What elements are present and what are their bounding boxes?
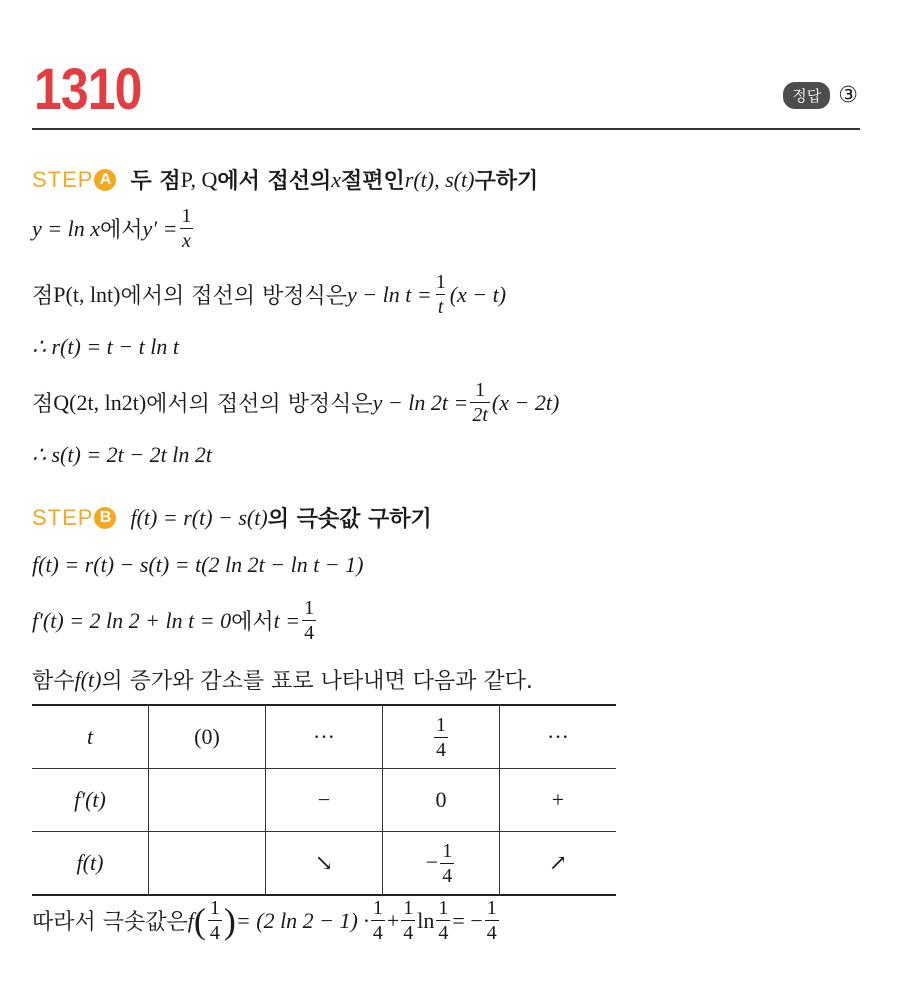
plus: +: [386, 907, 400, 933]
table-cell: [383, 705, 500, 769]
decrease-arrow: ↘: [266, 832, 383, 896]
table-cell: [383, 832, 500, 896]
step-a-title-3: 에서 접선의: [217, 169, 332, 194]
numerator: 1: [209, 897, 220, 919]
numerator: 1: [181, 205, 192, 227]
eq-derivative-source: y = ln x: [32, 215, 100, 241]
numerator: 1: [436, 713, 446, 736]
numerator: 1: [438, 897, 449, 919]
numerator: 1: [403, 897, 414, 919]
table-cell: −: [266, 769, 383, 832]
text: 점: [32, 392, 54, 417]
denominator: 2t: [472, 404, 488, 426]
table-row: [32, 769, 616, 832]
table-cell: ···: [266, 705, 383, 769]
step-a-line-1: [32, 206, 195, 251]
text-eseo: 에서: [100, 218, 143, 243]
step-b-heading: [32, 502, 432, 533]
table-cell: f′(t): [32, 769, 149, 832]
text: 에서의 접선의 방정식은: [146, 392, 373, 417]
step-a-title-5: 절편인: [341, 169, 405, 194]
minus-sign: −: [425, 849, 439, 874]
step-b-tag: STEP: [32, 504, 94, 530]
step-b-line-2: [32, 598, 318, 643]
point-q: Q(2t, ln2t): [53, 389, 147, 415]
text: 에서의 접선의 방정식은: [120, 284, 348, 309]
table-cell: (0): [149, 705, 266, 769]
table-cell: ···: [500, 705, 617, 769]
equation: t =: [273, 607, 301, 633]
denominator: 4: [372, 922, 383, 944]
function-f: f(t): [74, 666, 102, 692]
step-a-line-2: [32, 272, 506, 317]
step-a-title-4: x: [331, 166, 342, 192]
numerator: 1: [435, 271, 446, 293]
text: 의 증가와 감소를 표로 나타내면 다음과 같다.: [101, 669, 533, 694]
step-b-line-3: [32, 664, 533, 695]
step-a-circle-letter: A: [94, 169, 116, 191]
denominator: 4: [304, 622, 315, 644]
text-eseo: 에서: [231, 610, 274, 635]
numerator: 1: [486, 897, 497, 919]
numerator: 1: [475, 379, 486, 401]
fraction: [434, 272, 448, 317]
equation-r: ∴ r(t) = t − t ln t: [32, 334, 179, 359]
fraction: [179, 206, 193, 251]
step-b-title-1: f(t) = r(t) − s(t): [130, 504, 268, 530]
step-a-heading: [32, 164, 538, 195]
fraction: [485, 898, 499, 943]
final-line: [32, 898, 501, 943]
right-paren: ): [223, 900, 236, 941]
problem-number: 1310: [34, 57, 142, 122]
denominator: 4: [403, 922, 414, 944]
table-cell: [149, 832, 266, 896]
equation-fprime: f′(t) = 2 ln 2 + ln t = 0: [32, 607, 232, 633]
table-cell: f(t): [32, 832, 149, 896]
answer-label: 정답: [783, 82, 830, 109]
eq-derivative: y′ =: [142, 215, 178, 241]
step-a-line-5: [32, 442, 212, 468]
step-a-title-6: r(t), s(t): [404, 166, 475, 192]
left-paren: (: [193, 900, 206, 941]
equation: y − ln t =: [347, 281, 432, 307]
table-row: [32, 705, 616, 769]
equation: (x − t): [449, 281, 507, 307]
header-divider: [32, 128, 860, 130]
numerator: 1: [304, 597, 315, 619]
table-cell: [149, 769, 266, 832]
table-cell: t: [32, 705, 149, 769]
step-a-tag: STEP: [32, 166, 94, 192]
numerator: 1: [372, 897, 383, 919]
answer-box: [783, 82, 858, 109]
table-cell: 0: [383, 769, 500, 832]
step-a-title-1: 두 점: [130, 169, 181, 194]
function-f: f: [187, 907, 194, 933]
fraction: [470, 380, 490, 425]
denominator: x: [182, 230, 191, 252]
denominator: 4: [486, 922, 497, 944]
fraction: [401, 898, 415, 943]
numerator: 1: [442, 839, 453, 862]
step-a-title-7: 구하기: [474, 169, 539, 194]
step-a-title-2: P, Q: [180, 166, 218, 192]
equation-s: ∴ s(t) = 2t − 2t ln 2t: [32, 442, 212, 467]
table-cell: +: [500, 769, 617, 832]
equation: = (2 ln 2 − 1) ·: [235, 907, 369, 933]
answer-value: ③: [838, 83, 858, 108]
text: 점: [32, 284, 54, 309]
fraction: [434, 715, 448, 760]
table-row: [32, 832, 616, 896]
fraction: [440, 841, 454, 886]
point-p: P(t, lnt): [53, 281, 121, 307]
fraction: [208, 898, 222, 943]
fraction: [436, 898, 450, 943]
variation-table: [32, 704, 616, 896]
denominator: 4: [438, 922, 449, 944]
equation: (x − 2t): [491, 389, 560, 415]
denominator: 4: [442, 864, 453, 887]
fraction: [302, 598, 316, 643]
denominator: 4: [436, 738, 446, 761]
equation-f: f(t) = r(t) − s(t) = t(2 ln 2t − ln t − 1): [32, 552, 364, 577]
equals-minus: = −: [452, 907, 483, 933]
step-a-line-3: [32, 334, 179, 360]
increase-arrow: ↗: [500, 832, 617, 896]
equation: y − ln 2t =: [372, 389, 469, 415]
step-b-circle-letter: B: [94, 507, 116, 529]
step-b-line-1: [32, 552, 363, 578]
text: 따라서 극솟값은: [32, 910, 188, 935]
ln: ln: [417, 907, 435, 933]
denominator: t: [437, 296, 444, 318]
fraction: [371, 898, 385, 943]
step-a-line-4: [32, 380, 559, 425]
step-b-title-2: 의 극솟값 구하기: [267, 507, 432, 532]
denominator: 4: [209, 922, 220, 944]
text: 함수: [32, 669, 75, 694]
